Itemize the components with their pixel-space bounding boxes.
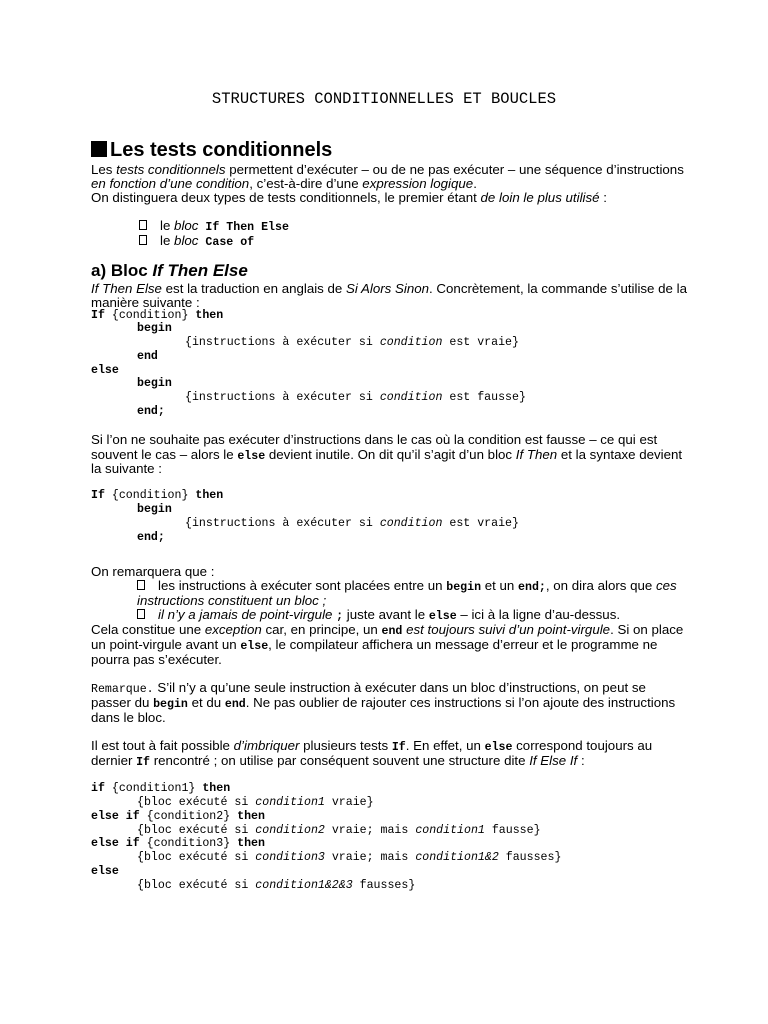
code-line: end; [137, 405, 165, 418]
code-line: {bloc exécuté si condition3 vraie; mais condition1&2 fausses} [137, 851, 562, 864]
code-line: {instructions à exécuter si condition est vraie} [185, 517, 519, 530]
paragraph-line: un point-virgule avant un else, le compilateur affichera un message d’erreur et le programme ne [91, 637, 658, 653]
code-line: {bloc exécuté si condition1&2&3 fausses} [137, 879, 416, 892]
list-item: le bloc If Then Else [139, 218, 289, 235]
square-bullet-icon [91, 141, 107, 157]
paragraph-line: en fonction d’une condition, c’est-à-dire d’une expression logique. [91, 176, 477, 191]
code-line: if {condition1} then [91, 782, 231, 795]
list-item: il n’y a jamais de point-virgule ; juste avant le else – ici à la ligne d’au-dessus. [137, 607, 620, 624]
paragraph-line: Cela constitue une exception car, en principe, un end est toujours suivi d’un point-virgule. Si on place [91, 622, 684, 638]
paragraph-line: passer du begin et du end. Ne pas oublier de rajouter ces instructions si l’on ajoute des instructions [91, 695, 676, 711]
code-line: end [137, 350, 158, 363]
code-line: end; [137, 531, 165, 544]
paragraph-line: If Then Else est la traduction en anglais de Si Alors Sinon. Concrètement, la commande s’utilise de la [91, 281, 687, 296]
subsection-heading: a) Bloc If Then Else [91, 261, 248, 280]
code-line: else [91, 865, 119, 878]
code-line: begin [137, 377, 172, 390]
paragraph-line: Les tests conditionnels permettent d’exécuter – ou de ne pas exécuter – une séquence d’instructions [91, 162, 684, 177]
paragraph-line: la suivante : [91, 461, 162, 476]
section-heading-tests [91, 137, 332, 163]
paragraph-line: souvent le cas – alors le else devient inutile. On dit qu’il s’agit d’un bloc If Then et la syntaxe devient [91, 447, 683, 463]
paragraph-line: Remarque. S’il n’y a qu’une seule instruction à exécuter dans un bloc d’instructions, on peut se [91, 680, 646, 696]
code-line: begin [137, 503, 172, 516]
paragraph-line: On remarquera que : [91, 564, 215, 579]
paragraph-line: dernier If rencontré ; on utilise par conséquent souvent une structure dite If Else If : [91, 753, 585, 769]
code-line: If {condition} then [91, 489, 224, 502]
code-line: {bloc exécuté si condition2 vraie; mais condition1 fausse} [137, 824, 541, 837]
code-line: {instructions à exécuter si condition est fausse} [185, 391, 526, 404]
code-line: begin [137, 322, 172, 335]
list-item-continuation: instructions constituent un bloc ; [137, 593, 327, 608]
code-line: {bloc exécuté si condition1 vraie} [137, 796, 374, 809]
list-item: les instructions à exécuter sont placées entre un begin et un end;, on dira alors que ces [137, 578, 677, 595]
checkbox-bullet-icon [137, 580, 145, 590]
paragraph-line: On distinguera deux types de tests conditionnels, le premier étant de loin le plus utilisé : [91, 190, 607, 205]
paragraph-line: Il est tout à fait possible d’imbriquer plusieurs tests If. En effet, un else correspond toujours au [91, 738, 653, 754]
code-line: {instructions à exécuter si condition est vraie} [185, 336, 519, 349]
paragraph-line: dans le bloc. [91, 710, 166, 725]
checkbox-bullet-icon [137, 609, 145, 619]
checkbox-bullet-icon [139, 220, 147, 230]
code-line: If {condition} then [91, 309, 224, 322]
code-line: else [91, 364, 119, 377]
code-line: else if {condition2} then [91, 810, 265, 823]
paragraph-line: manière suivante : [91, 295, 200, 310]
section-heading-text: Les tests conditionnels [110, 139, 333, 161]
paragraph-line: Si l’on ne souhaite pas exécuter d’instructions dans le cas où la condition est fausse – ce qui est [91, 432, 658, 447]
checkbox-bullet-icon [139, 235, 147, 245]
code-line: else if {condition3} then [91, 837, 265, 850]
paragraph-line: pourra pas s’exécuter. [91, 652, 222, 667]
page-title: STRUCTURES CONDITIONNELLES ET BOUCLES [211, 90, 557, 108]
list-item: le bloc Case of [139, 233, 254, 250]
